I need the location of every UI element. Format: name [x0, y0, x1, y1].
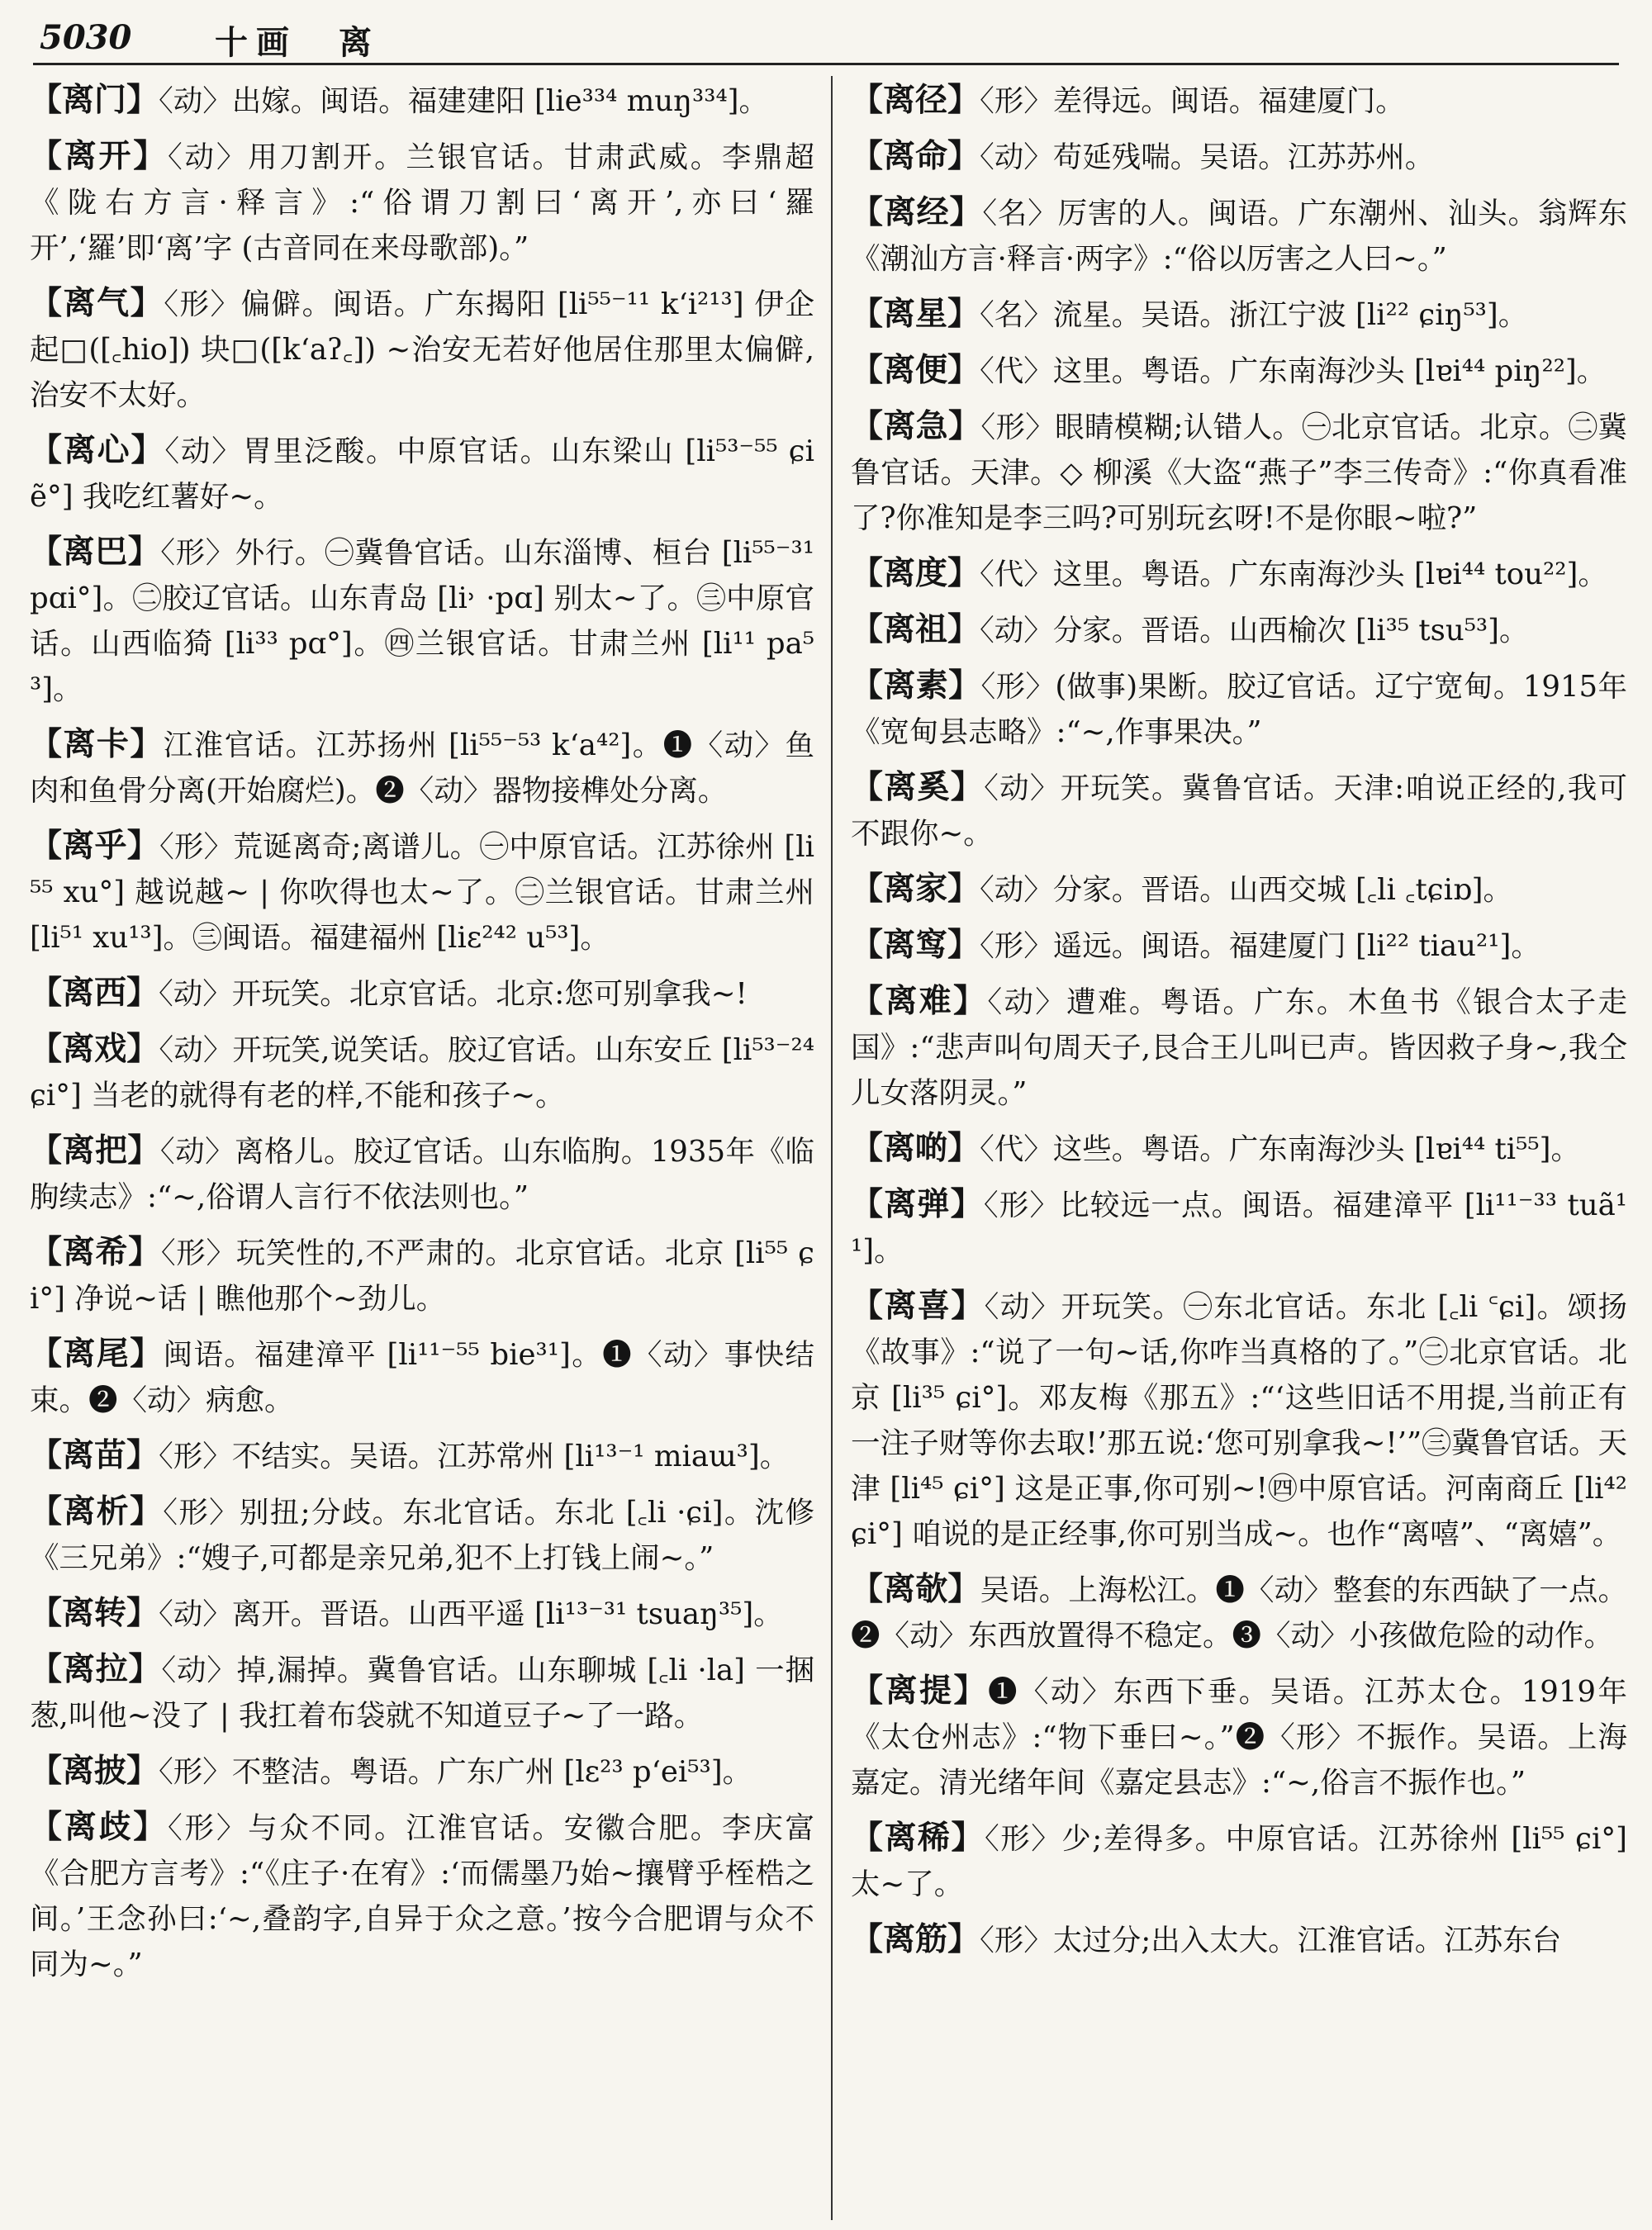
entry-definition: 〈名〉流星。吴语。浙江宁波 [li²² ɕiŋ⁵³]。: [980, 298, 1528, 332]
dictionary-entry: [851, 923, 1627, 969]
entry-headword: 【离转】: [30, 1594, 159, 1632]
entry-headword: 【离心】: [30, 431, 165, 469]
entry-definition: 吴语。上海松江。❶〈动〉整套的东西缺了一点。❷〈动〉东西放置得不稳定。❸〈动〉小孩做危险的动作。: [851, 1573, 1627, 1653]
entry-definition: 江淮官话。江苏扬州 [li⁵⁵⁻⁵³ k‘a⁴²]。❶〈动〉鱼肉和鱼骨分离(开始腐烂)。❷〈动〉器物接榫处分离。: [30, 728, 814, 808]
entry-headword: 【离急】: [851, 407, 981, 445]
entry-definition: 〈形〉差得远。闽语。福建厦门。: [980, 84, 1405, 118]
dictionary-entry: [30, 134, 814, 271]
entry-headword: 【离稀】: [851, 1819, 985, 1857]
entry-definition: 〈形〉外行。㊀冀鲁官话。山东淄博、桓台 [li⁵⁵⁻³¹ pɑi°]。㊁胶辽官话。山东青岛 [li˒ ·pɑ] 别太~了。㊂中原官话。山西临猗 [li³³ pɑ°]。㊃兰银官话。甘肃兰州 [li¹¹ pa⁵³]。: [30, 536, 814, 706]
entry-definition: 〈动〉用刀割开。兰银官话。甘肃武威。李鼎超《陇右方言·释言》:“俗谓刀割曰‘离开’,亦曰‘羅开’,‘羅’即‘离’字 (古音同在来母歌部)。”: [30, 140, 814, 265]
dictionary-entry: [851, 78, 1627, 124]
page-title: 十画 离: [215, 23, 380, 62]
right-column: [851, 78, 1627, 2217]
page-number: 5030: [40, 18, 132, 57]
entry-definition: 〈动〉开玩笑。㊀东北官话。东北 [꜀li ꜂ɕi]。颂扬《故事》:“说了一句~话,你咋当真格的了。”㊁北京官话。北京 [li³⁵ ɕi°]。邓友梅《那五》:“‘这些旧话不用提,当前正有一注子财等你去取!’那五说:‘您可别拿我~!’”㊂冀鲁官话。天津 [li⁴⁵ ɕi°] 这是正事,你可别~!㊃中原官话。河南商丘 [li⁴² ɕi°] 咱说的是正经事,你可别当成~。也作“离嘻”、“离嬉”。: [851, 1290, 1627, 1551]
entry-headword: 【离希】: [30, 1233, 161, 1271]
entry-definition: 〈名〉厉害的人。闽语。广东潮州、汕头。翁辉东《潮汕方言·释言·两字》:“俗以厉害之人曰~。”: [851, 197, 1627, 276]
dictionary-entry: [30, 1647, 814, 1739]
entry-definition: 〈动〉开玩笑。冀鲁官话。天津:咱说正经的,我可不跟你~。: [851, 771, 1627, 851]
dictionary-entry: [30, 1748, 814, 1795]
dictionary-entry: [851, 607, 1627, 653]
entry-definition: 〈形〉眼睛模糊;认错人。㊀北京官话。北京。㊁冀鲁官话。天津。◇ 柳溪《大盗“燕子”李三传奇》:“你真看准了?你准知是李三吗?可别玩玄呀!不是你眼~啦?”: [851, 410, 1627, 535]
entry-headword: 【离把】: [30, 1132, 160, 1170]
entry-headword: 【离拉】: [30, 1650, 162, 1688]
entry-definition: 〈形〉比较远一点。闽语。福建漳平 [li¹¹⁻³³ tuã¹¹]。: [851, 1189, 1627, 1268]
dictionary-entry: [851, 663, 1627, 755]
dictionary-entry: [30, 1489, 814, 1581]
entry-definition: 〈形〉(做事)果断。胶辽官话。辽宁宽甸。1915年《宽甸县志略》:“~,作事果决。”: [851, 670, 1627, 749]
dictionary-entry: [851, 1126, 1627, 1172]
dictionary-entry: [851, 1917, 1627, 1963]
dictionary-entry: [30, 1591, 814, 1637]
entry-definition: 〈动〉分家。晋语。山西交城 [꜀li ꜀tɕiɒ]。: [980, 873, 1513, 907]
entry-definition: 〈动〉胃里泛酸。中原官话。山东梁山 [li⁵³⁻⁵⁵ ɕiẽ°] 我吃红薯好~。: [30, 434, 814, 514]
dictionary-entry: [30, 1027, 814, 1118]
dictionary-entry: [851, 866, 1627, 913]
dictionary-entry: [30, 281, 814, 418]
entry-definition: 〈代〉这里。粤语。广东南海沙头 [lɐi⁴⁴ tou²²]。: [980, 558, 1607, 591]
dictionary-entry: [851, 1567, 1627, 1658]
entry-headword: 【离析】: [30, 1492, 164, 1530]
dictionary-entry: [851, 1283, 1627, 1557]
entry-headword: 【离披】: [30, 1752, 159, 1790]
entry-definition: 〈动〉遭难。粤语。广东。木鱼书《银合太子走国》:“悲声叫句周天子,艮合王儿叫已声。皆因救子身~,我仝儿女落阴灵。”: [851, 985, 1627, 1110]
entry-headword: 【离喜】: [851, 1287, 985, 1325]
entry-headword: 【离奚】: [851, 768, 985, 806]
dictionary-entry: [30, 722, 814, 814]
entry-headword: 【离家】: [851, 870, 980, 908]
entry-headword: 【离歧】: [30, 1808, 169, 1846]
dictionary-entry: [851, 551, 1627, 597]
entry-definition: 〈动〉掉,漏掉。冀鲁官话。山东聊城 [꜀li ·la] 一捆葱,叫他~没了 | 我扛着布袋就不知道豆子~了一路。: [30, 1654, 814, 1733]
entry-headword: 【离星】: [851, 295, 980, 333]
entry-definition: 〈代〉这里。粤语。广东南海沙头 [lɐi⁴⁴ piŋ²²]。: [980, 354, 1607, 388]
dictionary-entry: [30, 428, 814, 520]
entry-definition: 〈动〉开玩笑。北京官话。北京:您可别拿我~!: [159, 977, 748, 1011]
dictionary-entry: [30, 823, 814, 961]
entry-definition: 〈形〉玩笑性的,不严肃的。北京官话。北京 [li⁵⁵ ɕi°] 净说~话 | 瞧他那个~劲儿。: [30, 1236, 814, 1316]
entry-headword: 【离命】: [851, 137, 980, 175]
entry-headword: 【离苗】: [30, 1436, 159, 1474]
entry-headword: 【离筋】: [851, 1920, 980, 1958]
entry-headword: 【离西】: [30, 974, 159, 1012]
entry-definition: 〈动〉离开。晋语。山西平遥 [li¹³⁻³¹ tsuaŋ³⁵]。: [159, 1597, 783, 1631]
entry-headword: 【离啲】: [851, 1129, 980, 1167]
entry-definition: 〈形〉不结实。吴语。江苏常州 [li¹³⁻¹ miaɯ³]。: [159, 1440, 790, 1473]
entry-headword: 【离尾】: [30, 1335, 164, 1373]
entry-definition: ❶〈动〉东西下垂。吴语。江苏太仓。1919年《太仓州志》:“物下垂曰~。”❷〈形〉不振作。吴语。上海嘉定。清光绪年间《嘉定县志》:“~,俗言不振作也。”: [851, 1675, 1627, 1800]
entry-headword: 【离径】: [851, 81, 980, 119]
dictionary-entry: [851, 1815, 1627, 1907]
dictionary-entry: [30, 970, 814, 1017]
dictionary-entry: [851, 1668, 1627, 1805]
entry-headword: 【离经】: [851, 193, 983, 231]
dictionary-entry: [851, 979, 1627, 1116]
entry-definition: 〈形〉遥远。闽语。福建厦门 [li²² tiau²¹]。: [980, 929, 1540, 963]
entry-definition: 〈形〉偏僻。闽语。广东揭阳 [li⁵⁵⁻¹¹ k‘i²¹³] 伊企起□([꜀hio]) 块□([k‘aʔ꜀]) ~治安无若好他居住那里太偏僻,治安不太好。: [30, 287, 814, 412]
entry-headword: 【离戏】: [30, 1030, 159, 1068]
entry-headword: 【离便】: [851, 351, 980, 389]
entry-definition: 〈动〉分家。晋语。山西榆次 [li³⁵ tsu⁵³]。: [980, 614, 1529, 648]
entry-headword: 【离素】: [851, 667, 981, 705]
entry-headword: 【离度】: [851, 554, 980, 592]
entry-headword: 【离气】: [30, 284, 164, 322]
entry-headword: 【离门】: [30, 81, 159, 119]
entry-headword: 【离欹】: [851, 1570, 980, 1608]
dictionary-entry: [30, 78, 814, 124]
dictionary-entry: [851, 292, 1627, 338]
dictionary-entry: [851, 348, 1627, 394]
entry-definition: 〈代〉这些。粤语。广东南海沙头 [lɐi⁴⁴ ti⁵⁵]。: [980, 1132, 1580, 1166]
dictionary-entry: [851, 765, 1627, 856]
dictionary-entry: [30, 529, 814, 712]
entry-headword: 【离提】: [851, 1672, 988, 1710]
entry-definition: 〈形〉不整洁。粤语。广东广州 [lɛ²³ p‘ei⁵³]。: [159, 1755, 752, 1789]
entry-definition: 闽语。福建漳平 [li¹¹⁻⁵⁵ bie³¹]。❶〈动〉事快结束。❷〈动〉病愈。: [30, 1338, 814, 1417]
entry-headword: 【离巴】: [30, 533, 161, 571]
entry-definition: 〈形〉与众不同。江淮官话。安徽合肥。李庆富《合肥方言考》:“《庄子·在宥》:‘而儒墨乃始~攘臂乎桎梏之间。’王念孙曰:‘~,叠韵字,自异于众之意。’按今合肥谓与众不同为~。”: [30, 1811, 814, 1981]
dictionary-entry: [30, 1805, 814, 1987]
dictionary-entry: [30, 1331, 814, 1423]
dictionary-entry: [851, 404, 1627, 541]
entry-definition: 〈动〉苟延残喘。吴语。江苏苏州。: [980, 140, 1435, 174]
entry-headword: 【离卡】: [30, 725, 164, 763]
entry-definition: 〈动〉出嫁。闽语。福建建阳 [lie³³⁴ muŋ³³⁴]。: [159, 84, 769, 118]
entry-headword: 【离乎】: [30, 827, 159, 865]
entry-headword: 【离难】: [851, 982, 988, 1020]
dictionary-entry: [30, 1433, 814, 1479]
dictionary-entry: [851, 1182, 1627, 1274]
entry-headword: 【离窎】: [851, 926, 980, 964]
dictionary-entry: [851, 190, 1627, 282]
dictionary-entry: [851, 134, 1627, 180]
entry-headword: 【离开】: [30, 137, 169, 175]
entry-headword: 【离祖】: [851, 610, 980, 648]
dictionary-entry: [30, 1128, 814, 1220]
entry-definition: 〈形〉荒诞离奇;离谱儿。㊀中原官话。江苏徐州 [li⁵⁵ xu°] 越说越~ | 你吹得也太~了。㊁兰银官话。甘肃兰州 [li⁵¹ xu¹³]。㊂闽语。福建福州 [liɛ²⁴² u⁵³]。: [30, 830, 814, 955]
entry-headword: 【离弹】: [851, 1185, 984, 1223]
entry-definition: 〈形〉别扭;分歧。东北官话。东北 [꜀li ·ɕi]。沈修《三兄弟》:“嫂子,可都是亲兄弟,犯不上打钱上闹~。”: [30, 1496, 814, 1575]
page-header: [33, 12, 1619, 65]
column-divider: [831, 76, 833, 2220]
left-column: [30, 78, 814, 2217]
entry-definition: 〈形〉少;差得多。中原官话。江苏徐州 [li⁵⁵ ɕi°] 太~了。: [851, 1822, 1627, 1901]
entry-definition: 〈形〉太过分;出入太大。江淮官话。江苏东台: [980, 1924, 1562, 1957]
dictionary-entry: [30, 1230, 814, 1321]
entry-definition: 〈动〉离格儿。胶辽官话。山东临朐。1935年《临朐续志》:“~,俗谓人言行不依法则也。”: [30, 1135, 814, 1214]
entry-definition: 〈动〉开玩笑,说笑话。胶辽官话。山东安丘 [li⁵³⁻²⁴ ɕi°] 当老的就得有老的样,不能和孩子~。: [30, 1033, 814, 1113]
